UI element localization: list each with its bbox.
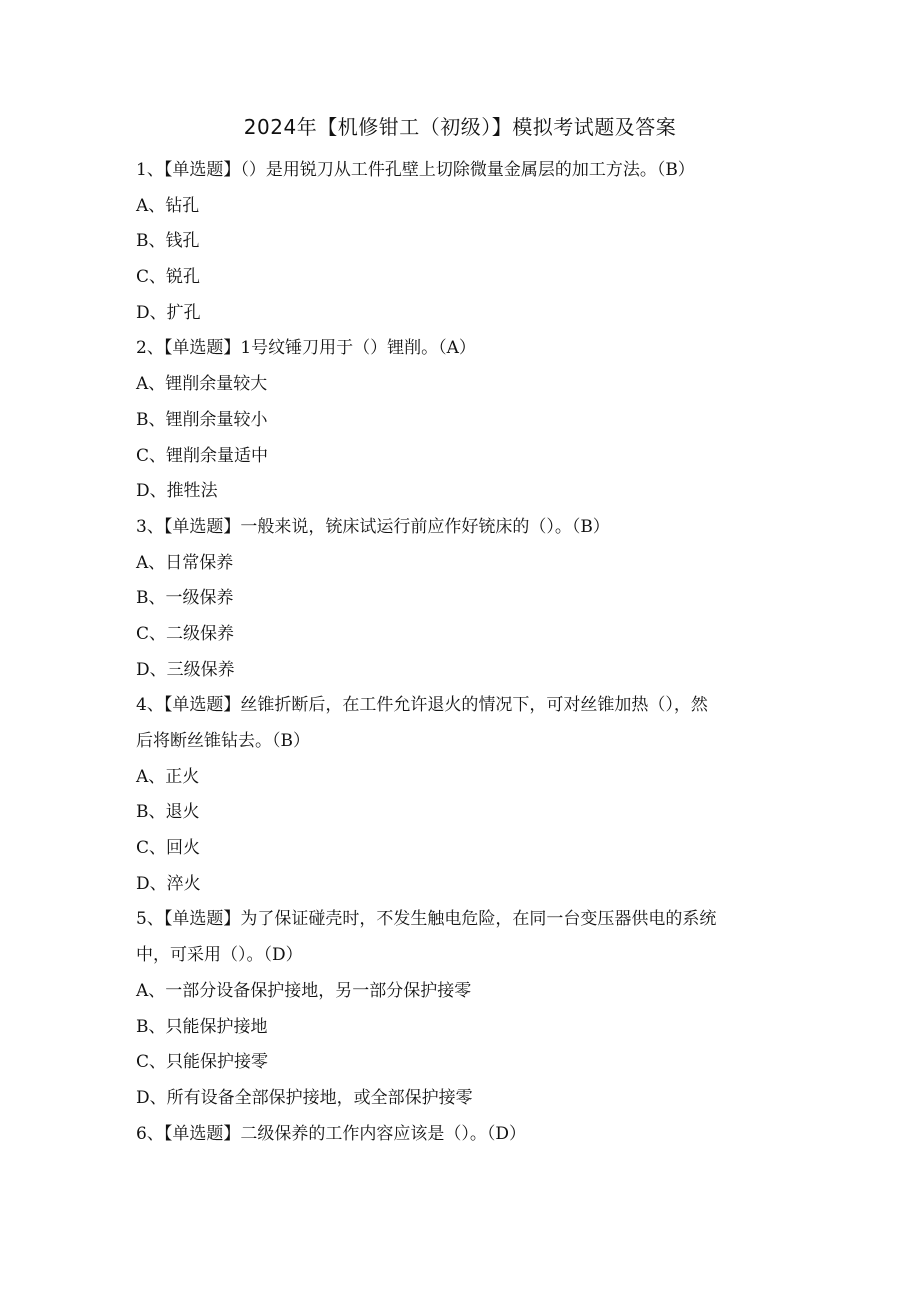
question-6 [136, 1117, 786, 1153]
option-c: C、锂削余量适中 [136, 445, 269, 466]
option-a: A、正火 [136, 766, 200, 787]
option-b: B、只能保护接地 [136, 1016, 268, 1037]
question-5 [136, 902, 786, 1116]
question-list [136, 153, 786, 1152]
question-text: 6、【单选题】二级保养的工作内容应该是（）。（D） [136, 1123, 526, 1144]
option-a: A、钻孔 [136, 195, 200, 216]
question-text: 1、【单选题】（）是用锐刀从工件孔壁上切除微量金属层的加工方法。（B） [136, 160, 695, 180]
option-b: B、锂削余量较小 [136, 409, 268, 430]
question-text-continued: 后将断丝锥钻去。（B） [136, 731, 310, 751]
option-c: C、回火 [136, 838, 201, 859]
question-text: 5、【单选题】为了保证碰壳时，不发生触电危险，在同一台变压器供电的系统 [136, 909, 717, 930]
option-c: C、锐孔 [136, 267, 201, 288]
question-2 [136, 331, 786, 509]
option-a: A、日常保养 [136, 552, 234, 573]
question-text: 3、【单选题】一般来说，铳床试运行前应作好铳床的（）。（B） [136, 516, 610, 537]
question-3 [136, 510, 786, 688]
option-d: D、推牲法 [136, 481, 218, 502]
option-d: D、三级保养 [136, 659, 235, 680]
option-b: B、退火 [136, 802, 200, 823]
option-a: A、一部分设备保护接地，另一部分保护接零 [136, 980, 472, 1001]
option-b: B、钱孔 [136, 231, 200, 252]
option-d: D、淬火 [136, 873, 201, 894]
question-text-continued: 中，可采用（）。（D） [136, 945, 303, 966]
question-text: 4、【单选题】丝锥折断后，在工件允许退火的情况下，可对丝锥加热（），然 [136, 695, 708, 716]
question-4 [136, 688, 786, 902]
option-b: B、一级保养 [136, 588, 234, 609]
option-a: A、锂削余量较大 [136, 374, 268, 395]
option-d: D、扩孔 [136, 302, 201, 323]
option-d: D、所有设备全部保护接地，或全部保护接零 [136, 1087, 473, 1108]
document-title: 2024年【机修钳工（初级）】模拟考试题及答案 [243, 115, 677, 139]
option-c: C、只能保护接零 [136, 1052, 269, 1073]
option-c: C、二级保养 [136, 623, 235, 644]
question-1 [136, 153, 786, 331]
question-text: 2、【单选题】1号纹锤刀用于（）锂削。（A） [136, 338, 476, 359]
